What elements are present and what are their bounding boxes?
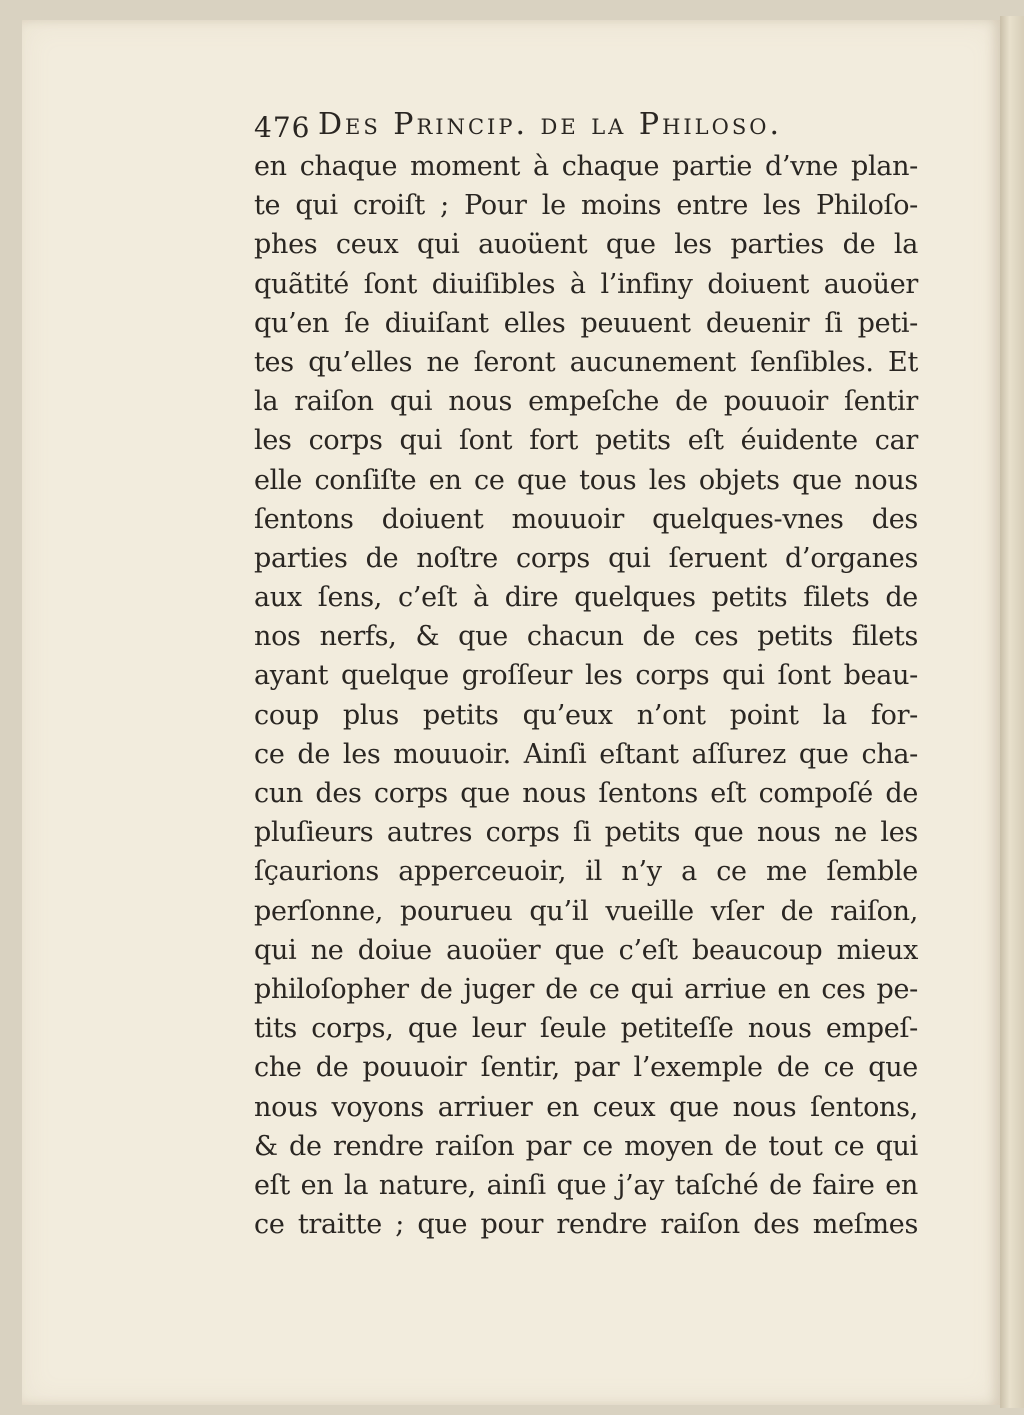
text-line: & de rendre raiſon par ce moyen de tout ce qui [254,1130,918,1162]
text-line: la raiſon qui nous empeſche de pouuoir ſentir [254,386,918,418]
text-line: aux ſens, c’eſt à dire quelques petits filets de [254,582,918,614]
text-line: phes ceux qui auoüent que les parties de la [254,229,918,261]
page-number: 476 [254,111,311,144]
text-line: cun des corps que nous ſentons eſt compoſé de [254,778,918,809]
text-line: te qui croiſt ; Pour le moins entre les Philoſo- [254,190,918,222]
text-line: en chaque moment à chaque partie d’vne plan- [254,151,918,182]
text-line: elle conſiſte en ce que tous les objets que nous [254,464,918,496]
text-line: ce de les mouuoir. Ainſi eſtant aſſurez que cha- [254,738,918,770]
text-line: quãtité ſont diuiſibles à l’infiny doiuent auoüer [254,268,918,300]
text-line: nos nerfs, & que chacun de ces petits filets [254,621,918,653]
page-header [254,103,894,149]
text-line: ayant quelque groſſeur les corps qui ſont beau- [254,660,918,692]
text-line: tes qu’elles ne ſeront aucunement ſenſibles. Et [254,346,918,378]
text-line: ce traitte ; que pour rendre raiſon des meſmes [254,1209,918,1241]
body-text [254,147,918,1244]
text-line: tits corps, que leur ſeule petiteſſe nous empeſ- [254,1013,918,1045]
page-edge [1000,16,1024,1408]
text-line: coup plus petits qu’eux n’ont point la for- [254,699,918,731]
text-line: parties de noſtre corps qui ſeruent d’organes [254,542,918,574]
text-line: nous voyons arriuer en ceux que nous ſentons, [254,1091,918,1123]
text-line: ſçaurions apperceuoir, il n’y a ce me ſemble [254,856,918,888]
text-line: les corps qui ſont fort petits eſt éuidente car [254,425,918,457]
text-line: pluſieurs autres corps ſi petits que nous ne les [254,817,918,849]
text-line: qu’en ſe diuiſant elles peuuent deuenir ſi peti- [254,307,918,339]
running-title: Des Princip. de la Philoso. [318,107,782,142]
text-line: ſentons doiuent mouuoir quelques-vnes des [254,503,918,535]
text-line: eſt en la nature, ainſi que j’ay taſché de faire en [254,1169,918,1201]
text-line: philoſopher de juger de ce qui arriue en ces pe- [254,973,918,1005]
text-line: perſonne, pourueu qu’il vueille vſer de raiſon, [254,895,918,927]
text-line: qui ne doiue auoüer que c’eſt beaucoup mieux [254,934,918,966]
text-line: che de pouuoir ſentir, par l’exemple de ce que [254,1052,918,1084]
